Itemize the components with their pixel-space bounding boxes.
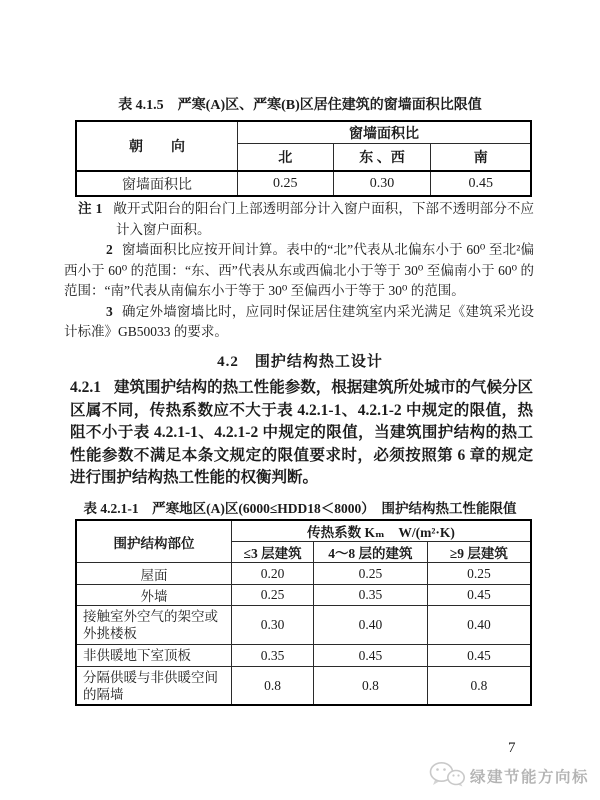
table-row — [76, 645, 531, 667]
wwr-south-value: 0.45 — [431, 171, 531, 196]
row-value: 0.45 — [314, 645, 428, 667]
wwr-east-west-value: 0.30 — [333, 171, 431, 196]
row-label: 非供暖地下室顶板 — [76, 645, 232, 667]
note-item — [64, 199, 534, 240]
row-value: 0.30 — [232, 606, 314, 645]
row-value: 0.8 — [232, 667, 314, 706]
table-4-1-5-title: 表 4.1.5 严寒(A)区、严寒(B)区居住建筑的窗墙面积比限值 — [118, 98, 482, 113]
row-value: 0.45 — [427, 645, 531, 667]
note-number: 1 — [95, 201, 103, 216]
table-row — [76, 606, 531, 645]
watermark — [428, 763, 589, 789]
row-value: 0.25 — [232, 585, 314, 606]
orientation-header-cell: 朝 向 — [76, 121, 238, 171]
row-value: 0.45 — [427, 585, 531, 606]
wwr-north-value: 0.25 — [238, 171, 334, 196]
table-4-2-1-1-title: 表 4.2.1-1 严寒地区(A)区(6000≤HDD18＜8000） 围护结构热工性能限值 — [83, 501, 517, 516]
row-value: 0.35 — [314, 585, 428, 606]
row-value: 0.25 — [427, 563, 531, 585]
table-4-1-5 — [75, 120, 532, 197]
section-4-2-heading: 4.2 围护结构热工设计 — [217, 354, 383, 370]
table-row — [76, 171, 531, 196]
note-item — [64, 302, 534, 343]
clause-number: 4.2.1 — [70, 379, 101, 396]
col-3-storey-header: ≤3 层建筑 — [232, 542, 314, 563]
clause-4-2-1 — [70, 377, 533, 490]
note-item — [64, 240, 534, 302]
note-number: 2 — [106, 242, 113, 257]
row-value: 0.25 — [314, 563, 428, 585]
row-label: 分隔供暖与非供暖空间的隔墙 — [76, 667, 232, 706]
table-row — [76, 585, 531, 606]
note-text: 窗墙面积比应按开间计算。表中的“北”代表从北偏东小于 60⁰ 至北²偏西小于 60⁰ 的范围：“东、西”代表从东或西偏北小于等于 30⁰ 至偏南小于 60⁰ 的范围：“南”代表从南偏东小于等于 30⁰ 至偏西小于等于 30⁰ 的范围。 — [64, 242, 534, 298]
row-value: 0.8 — [314, 667, 428, 706]
clause-text: 建筑围护结构的热工性能参数，根据建筑所处城市的气候分区区属不同，传热系数应不大于表 4.2.1-1、4.2.1-2 中规定的限值，热阻不小于表 4.2.1-1、4.2.1-2 中规定的限值，当建筑围护结构的热工性能参数不满足本条文规定的限值要求时，必须按照第 6 章的规定进行围护结构热工性能的权衡判断。 — [70, 379, 533, 486]
row-label: 屋面 — [76, 563, 232, 585]
table-notes — [64, 199, 534, 343]
table-row — [76, 563, 531, 585]
table-row — [76, 667, 531, 706]
wwr-row-label: 窗墙面积比 — [76, 171, 238, 196]
col-south-header: 南 — [431, 144, 531, 172]
page-number: 7 — [508, 740, 516, 756]
note-text: 确定外墙窗墙比时，应同时保证居住建筑室内采光满足《建筑采光设计标准》GB50033 的要求。 — [64, 303, 534, 339]
heat-transfer-group-header-cell: 传热系数 Kₘ W/(m²·K) — [232, 520, 531, 542]
envelope-part-header-cell: 围护结构部位 — [76, 520, 232, 563]
row-value: 0.35 — [232, 645, 314, 667]
note-label: 注 — [78, 201, 92, 216]
row-value: 0.40 — [427, 606, 531, 645]
col-east-west-header: 东 、西 — [333, 144, 431, 172]
table-4-2-1-1 — [75, 519, 532, 706]
row-label: 外墙 — [76, 585, 232, 606]
row-value: 0.8 — [427, 667, 531, 706]
watermark-text: 绿建节能方向标 — [470, 769, 590, 786]
row-label: 接触室外空气的架空或外挑楼板 — [76, 606, 232, 645]
note-text: 敞开式阳台的阳台门上部透明部分计入窗户面积，下部不透明部分不应计入窗户面积。 — [113, 201, 535, 237]
col-9-storey-header: ≥9 层建筑 — [427, 542, 531, 563]
row-value: 0.40 — [314, 606, 428, 645]
note-number: 3 — [106, 303, 113, 319]
wechat-logo-icon — [428, 761, 466, 792]
wwr-group-header-cell: 窗墙面积比 — [238, 121, 531, 144]
col-4-8-storey-header: 4～8 层的建筑 — [314, 542, 428, 563]
row-value: 0.20 — [232, 563, 314, 585]
col-north-header: 北 — [238, 144, 334, 172]
